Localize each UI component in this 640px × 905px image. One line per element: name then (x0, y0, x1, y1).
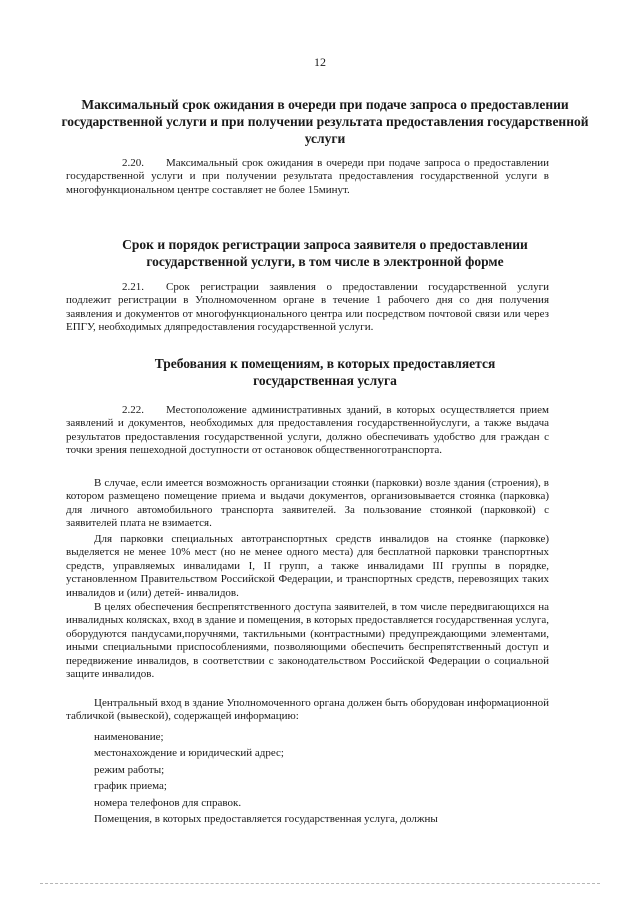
paragraph-accessibility: В целях обеспечения беспрепятственного доступа заявителей, в том числе передвигающихся на инвалидных колясках, вход в здание и помещения, в которых предоставляется государственная услуга, оборудуются пандусами,поручнями, тактильными (контрастными) предупреждающими элементами, иными специальными приспособлениями, позволяющими обеспечить беспрепятственный доступ и передвижение инвалидов, в соответствии с законодательством Российской Федерации о социальной защите инвалидов. (66, 601, 549, 681)
paragraph-number: 2.22. (122, 404, 144, 416)
list-item-schedule: график приема; (94, 780, 167, 792)
paragraph-text: Местоположение административных зданий, в которых осуществляется прием заявлений и документов, необходимых для предоставления государственнойуслуги, а также выдача результатов предоставления государственной услуги, должно обеспечивать удобство для граждан с точки зрения пешеходной доступности от остановок общественноготранспорта. (66, 404, 549, 457)
paragraph-2-20 (66, 157, 549, 197)
paragraph-2-22 (66, 404, 549, 458)
paragraph-text: Срок регистрации заявления о предоставлении государственной услуги подлежит регистрации в Уполномоченном органе в течение 1 рабочего дня со дня получения заявления и документов от многофункционального центра или посредством почтовой связи или через ЕПГУ, необходимых дляпредоставления государственной услуги. (66, 281, 549, 334)
paragraph-2-21 (66, 281, 549, 335)
paragraph-text: Максимальный срок ожидания в очереди при подаче запроса о предоставлении государственной услуги и при получении результата предоставления государственной услуги в многофункциональном центре составляет не более 15минут. (66, 157, 549, 196)
paragraph-number: 2.21. (122, 281, 144, 293)
list-item-name: наименование; (94, 731, 164, 743)
page-number: 12 (314, 55, 326, 69)
paragraph-entrance-sign: Центральный вход в здание Уполномоченного органа должен быть оборудован информационной табличкой (вывеской), содержащей информацию: (66, 697, 549, 723)
paragraph-number: 2.20. (122, 157, 144, 169)
section-heading-registration: Срок и порядок регистрации запроса заявителя о предоставлении государственной услуги, в том числе в электронной форме (122, 237, 528, 269)
paragraph-parking: В случае, если имеется возможность организации стоянки (парковки) возле здания (строения), в котором размещено помещение приема и выдачи документов, организовывается стоянка (парковка) для личного автомобильного транспорта заявителей. За пользование стоянкой (парковкой) с заявителей плата не взимается. (66, 477, 549, 530)
section-heading-waiting-time: Максимальный срок ожидания в очереди при подаче запроса о предоставлении государственной услуги и при получении результата предоставления государственной услуги (61, 97, 589, 146)
list-item-phones: номера телефонов для справок. (94, 797, 242, 809)
section-heading-premises: Требования к помещениям, в которых предоставляется государственная услуга (154, 356, 496, 388)
paragraph-disabled-parking: Для парковки специальных автотранспортных средств инвалидов на стоянке (парковке) выделяется не менее 10% мест (но не менее одного места) для бесплатной парковки транспортных средств, управляемых инвалидами I, II групп, а также инвалидами III группы в порядке, установленном Правительством Российской Федерации, и транспортных средств, перевозящих таких инвалидов и (или) детей- инвалидов. (66, 533, 549, 599)
list-item-work-hours: режим работы; (94, 764, 165, 776)
footer-rule (40, 883, 600, 884)
paragraph-premises-trailing: Помещения, в которых предоставляется государственная услуга, должны (94, 813, 438, 825)
list-item-address: местонахождение и юридический адрес; (94, 747, 284, 759)
